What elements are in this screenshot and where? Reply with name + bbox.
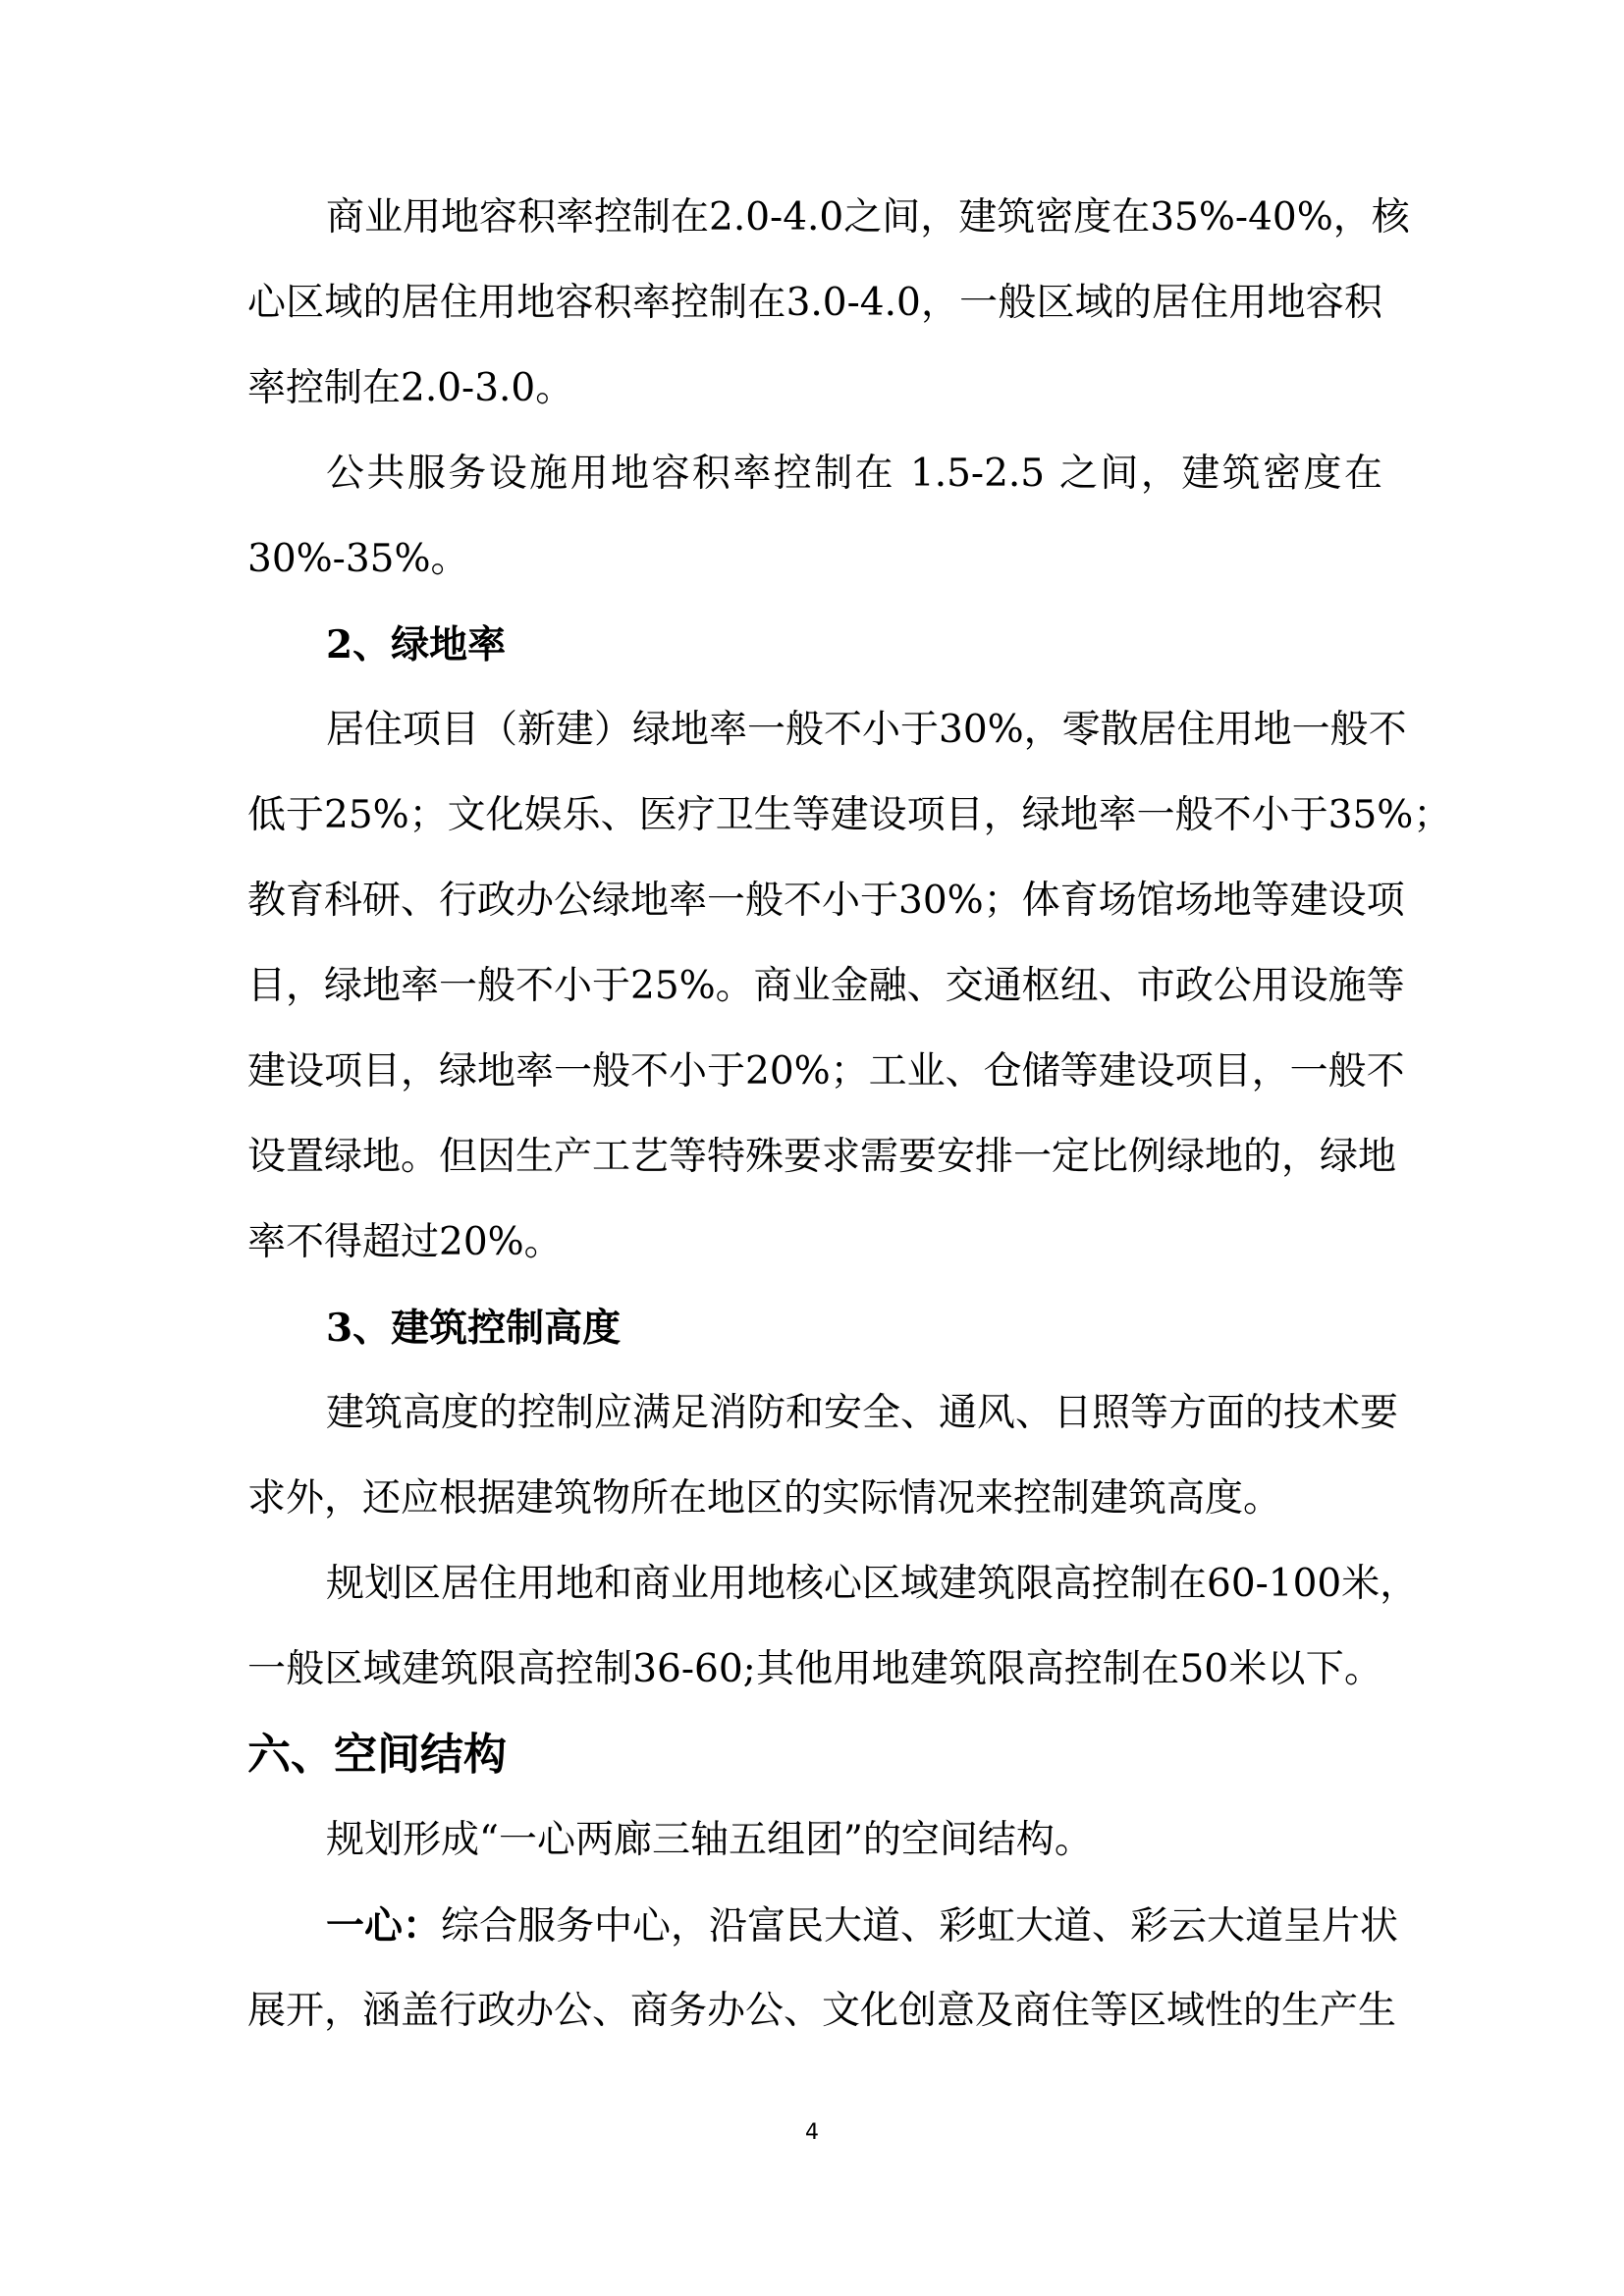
subheading-building-height: 3、建筑控制高度 [326, 1306, 622, 1351]
paragraph-line [0, 1128, 1624, 1187]
paragraph-line [0, 188, 1624, 247]
paragraph-text: 规划区居住用地和商业用地核心区域建筑限高控制在60-100米， [326, 1562, 1419, 1606]
section-heading-spatial-structure: 六、空间结构 [247, 1730, 507, 1780]
paragraph-text: 设置绿地。但因生产工艺等特殊要求需要安排一定比例绿地的，绿地 [247, 1135, 1397, 1179]
subheading-green-rate: 2、绿地率 [326, 622, 507, 667]
paragraph-text: 公共服务设施用地容积率控制在 1.5-2.5 之间，建筑密度在 [326, 452, 1382, 496]
paragraph-text: 规划形成“一心两廊三轴五组团”的空间结构。 [326, 1818, 1093, 1862]
paragraph-text-first-line [326, 1896, 1398, 1956]
paragraph-text: 率不得超过20%。 [247, 1220, 563, 1264]
paragraph-text: 建设项目，绿地率一般不小于20%；工业、仓储等建设项目，一般不 [247, 1049, 1405, 1094]
paragraph-line [0, 359, 1624, 418]
paragraph-text: 心区域的居住用地容积率控制在3.0-4.0，一般区域的居住用地容积 [247, 281, 1382, 325]
paragraph-text: 综合服务中心，沿富民大道、彩虹大道、彩云大道呈片状 [441, 1904, 1399, 1949]
paragraph-text: 目，绿地率一般不小于25%。商业金融、交通枢纽、市政公用设施等 [247, 964, 1405, 1008]
paragraph-line [0, 274, 1624, 333]
paragraph-lead-term: 一心： [326, 1903, 442, 1949]
paragraph-line [0, 1811, 1624, 1870]
paragraph-line [0, 1555, 1624, 1614]
paragraph-line [0, 1469, 1624, 1528]
paragraph-line [0, 1640, 1624, 1699]
subheading-line [0, 1299, 1624, 1358]
paragraph-text: 教育科研、行政办公绿地率一般不小于30%；体育场馆场地等建设项 [247, 879, 1405, 923]
paragraph-text: 一般区域建筑限高控制36-60;其他用地建筑限高控制在50米以下。 [247, 1647, 1382, 1691]
paragraph-text: 30%-35%。 [247, 537, 469, 581]
paragraph-text: 商业用地容积率控制在2.0-4.0之间，建筑密度在35%-40%，核 [326, 195, 1410, 240]
paragraph-line [0, 786, 1624, 845]
paragraph-line [0, 1213, 1624, 1272]
paragraph-line [0, 1384, 1624, 1443]
paragraph-text: 展开，涵盖行政办公、商务办公、文化创意及商住等区域性的生产生 [247, 1989, 1397, 2033]
paragraph-line [0, 872, 1624, 931]
subheading-line [0, 615, 1624, 674]
paragraph-text: 率控制在2.0-3.0。 [247, 366, 574, 410]
paragraph-text: 低于25%；文化娱乐、医疗卫生等建设项目，绿地率一般不小于35%； [247, 793, 1452, 837]
page-number: 4 [805, 2120, 819, 2145]
paragraph-text: 求外，还应根据建筑物所在地区的实际情况来控制建筑高度。 [247, 1476, 1282, 1521]
paragraph-text: 居住项目（新建）绿地率一般不小于30%，零散居住用地一般不 [326, 708, 1407, 752]
paragraph-line [0, 1042, 1624, 1101]
paragraph-line [0, 1982, 1624, 2041]
paragraph-line [0, 1896, 1624, 1955]
paragraph-line [0, 957, 1624, 1016]
paragraph-line [0, 445, 1624, 504]
paragraph-line [0, 701, 1624, 760]
paragraph-line [0, 530, 1624, 589]
section-heading-line [0, 1726, 1624, 1785]
paragraph-text: 建筑高度的控制应满足消防和安全、通风、日照等方面的技术要 [326, 1391, 1399, 1435]
